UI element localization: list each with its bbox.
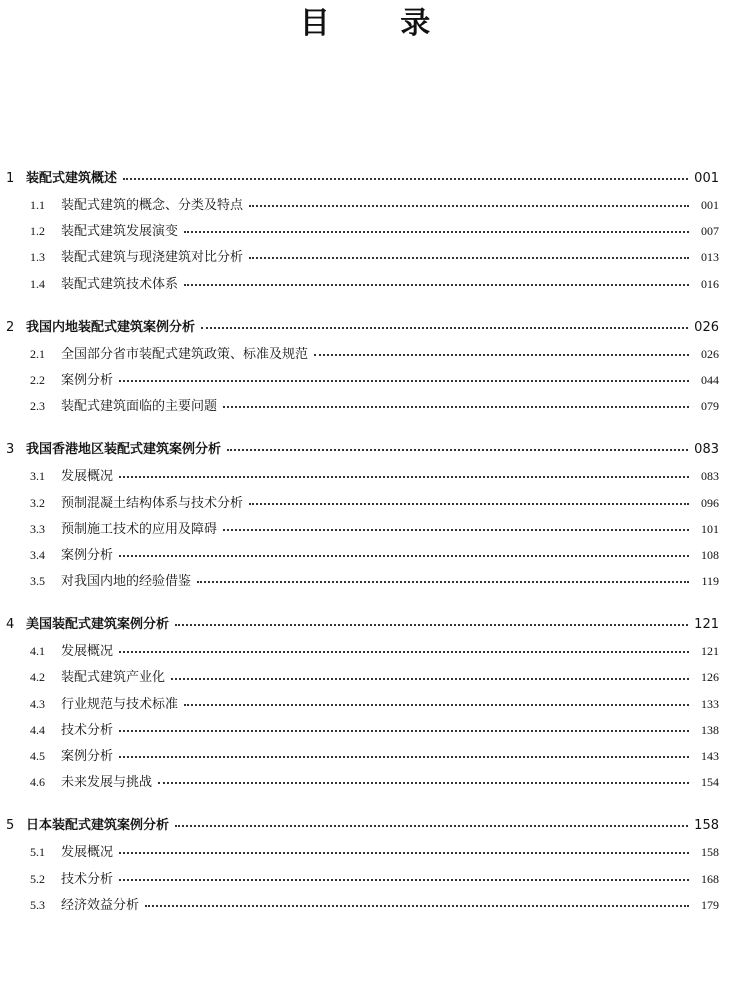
section-number: 3.2 bbox=[30, 495, 45, 510]
section-number: 4.6 bbox=[30, 775, 45, 790]
chapter-page-number: 001 bbox=[694, 171, 719, 186]
section-entry[interactable] bbox=[0, 691, 730, 717]
chapter-number: 1 bbox=[6, 171, 15, 186]
section-page-number: 096 bbox=[701, 495, 719, 510]
chapter-block bbox=[0, 437, 730, 594]
dot-leader bbox=[171, 668, 689, 681]
section-page-number: 158 bbox=[701, 845, 719, 860]
dot-leader bbox=[123, 169, 688, 182]
section-entry[interactable] bbox=[0, 717, 730, 743]
chapter-page-number: 083 bbox=[694, 442, 719, 458]
chapter-title: 装配式建筑概述 bbox=[26, 171, 118, 186]
chapter-entry[interactable] bbox=[0, 813, 730, 839]
section-entry[interactable] bbox=[0, 490, 730, 516]
dot-leader bbox=[249, 248, 689, 261]
chapter-block bbox=[0, 612, 730, 795]
section-number: 2.3 bbox=[30, 399, 45, 414]
section-number: 3.3 bbox=[30, 521, 45, 536]
section-page-number: 016 bbox=[701, 276, 719, 291]
section-page-number: 083 bbox=[701, 469, 719, 484]
section-title: 装配式建筑产业化 bbox=[61, 670, 166, 686]
chapter-page-number: 026 bbox=[694, 319, 719, 335]
dot-leader bbox=[119, 467, 689, 480]
dot-leader bbox=[119, 642, 689, 655]
section-title: 案例分析 bbox=[61, 749, 114, 764]
section-entry[interactable] bbox=[0, 218, 730, 244]
section-title: 装配式建筑面临的主要问题 bbox=[61, 399, 218, 415]
dot-leader bbox=[158, 773, 689, 786]
section-entry[interactable] bbox=[0, 192, 730, 218]
section-title: 预制混凝土结构体系与技术分析 bbox=[61, 495, 244, 511]
chapter-number: 2 bbox=[6, 319, 15, 335]
section-entry[interactable] bbox=[0, 271, 730, 297]
section-title: 装配式建筑技术体系 bbox=[61, 276, 179, 292]
section-page-number: 001 bbox=[701, 198, 719, 212]
dot-leader bbox=[184, 222, 689, 235]
section-title: 装配式建筑发展演变 bbox=[61, 224, 179, 240]
chapter-block bbox=[0, 166, 730, 297]
section-entry[interactable] bbox=[0, 839, 730, 865]
section-title: 案例分析 bbox=[61, 547, 114, 563]
section-title: 装配式建筑的概念、分类及特点 bbox=[61, 198, 244, 213]
section-entry[interactable] bbox=[0, 866, 730, 892]
section-title: 对我国内地的经验借鉴 bbox=[61, 574, 192, 590]
section-title: 行业规范与技术标准 bbox=[61, 696, 179, 712]
section-number: 3.4 bbox=[30, 547, 45, 562]
section-page-number: 044 bbox=[701, 372, 719, 387]
section-number: 3.5 bbox=[30, 574, 45, 589]
section-entry[interactable] bbox=[0, 463, 730, 489]
section-page-number: 013 bbox=[701, 250, 719, 265]
section-entry[interactable] bbox=[0, 664, 730, 690]
dot-leader bbox=[197, 572, 689, 585]
section-number: 1.4 bbox=[30, 276, 45, 291]
section-number: 4.2 bbox=[30, 670, 45, 685]
section-number: 3.1 bbox=[30, 469, 45, 484]
section-page-number: 154 bbox=[701, 775, 719, 790]
dot-leader bbox=[249, 196, 689, 209]
chapter-page-number: 158 bbox=[694, 818, 719, 834]
section-entry[interactable] bbox=[0, 638, 730, 664]
section-number: 1.1 bbox=[30, 198, 45, 212]
dot-leader bbox=[119, 721, 689, 734]
chapter-page-number: 121 bbox=[694, 617, 719, 633]
chapter-block bbox=[0, 315, 730, 420]
chapter-entry[interactable] bbox=[0, 437, 730, 463]
section-number: 1.3 bbox=[30, 250, 45, 265]
section-page-number: 121 bbox=[701, 644, 719, 659]
section-entry[interactable] bbox=[0, 516, 730, 542]
chapter-entry[interactable] bbox=[0, 315, 730, 341]
section-number: 4.1 bbox=[30, 644, 45, 659]
section-title: 发展概况 bbox=[61, 845, 114, 861]
dot-leader bbox=[119, 747, 689, 760]
section-title: 案例分析 bbox=[61, 372, 114, 388]
dot-leader bbox=[223, 397, 689, 410]
section-entry[interactable] bbox=[0, 568, 730, 594]
section-number: 2.1 bbox=[30, 346, 45, 361]
section-number: 4.3 bbox=[30, 696, 45, 711]
section-page-number: 119 bbox=[701, 574, 719, 589]
section-title: 技术分析 bbox=[61, 722, 114, 738]
dot-leader bbox=[175, 816, 688, 829]
dot-leader bbox=[119, 371, 689, 384]
section-page-number: 079 bbox=[701, 399, 719, 414]
dot-leader bbox=[184, 275, 689, 288]
chapter-title: 我国内地装配式建筑案例分析 bbox=[26, 319, 196, 335]
section-page-number: 179 bbox=[701, 897, 719, 912]
section-number: 1.2 bbox=[30, 224, 45, 239]
chapter-number: 5 bbox=[6, 818, 15, 834]
chapter-entry[interactable] bbox=[0, 612, 730, 638]
section-entry[interactable] bbox=[0, 542, 730, 568]
section-page-number: 138 bbox=[701, 722, 719, 737]
dot-leader bbox=[184, 695, 689, 708]
section-number: 5.1 bbox=[30, 845, 45, 860]
dot-leader bbox=[145, 896, 689, 909]
section-number: 2.2 bbox=[30, 372, 45, 387]
section-number: 4.5 bbox=[30, 749, 45, 763]
section-page-number: 007 bbox=[701, 224, 719, 239]
section-title: 装配式建筑与现浇建筑对比分析 bbox=[61, 250, 244, 266]
chapter-entry[interactable] bbox=[0, 166, 730, 192]
section-title: 未来发展与挑战 bbox=[61, 775, 153, 791]
section-page-number: 133 bbox=[701, 696, 719, 711]
dot-leader bbox=[175, 615, 688, 628]
section-entry[interactable] bbox=[0, 393, 730, 419]
dot-leader bbox=[227, 440, 688, 453]
section-title: 发展概况 bbox=[61, 469, 114, 485]
table-of-contents bbox=[0, 166, 730, 936]
section-title: 技术分析 bbox=[61, 871, 114, 887]
chapter-number: 3 bbox=[6, 442, 15, 458]
dot-leader bbox=[201, 318, 688, 331]
section-title: 预制施工技术的应用及障碍 bbox=[61, 521, 218, 537]
section-page-number: 026 bbox=[701, 346, 719, 361]
section-title: 经济效益分析 bbox=[61, 897, 140, 913]
dot-leader bbox=[119, 870, 689, 883]
chapter-block bbox=[0, 813, 730, 918]
chapter-title: 日本装配式建筑案例分析 bbox=[26, 818, 170, 834]
section-page-number: 126 bbox=[701, 670, 719, 685]
page-title: 目 录 bbox=[299, 6, 461, 41]
section-title: 全国部分省市装配式建筑政策、标准及规范 bbox=[61, 346, 309, 362]
section-entry[interactable] bbox=[0, 743, 730, 769]
section-number: 5.3 bbox=[30, 897, 45, 912]
dot-leader bbox=[223, 520, 689, 533]
chapter-number: 4 bbox=[6, 617, 15, 633]
dot-leader bbox=[119, 843, 689, 856]
section-entry[interactable] bbox=[0, 892, 730, 918]
section-page-number: 101 bbox=[701, 521, 719, 536]
chapter-title: 美国装配式建筑案例分析 bbox=[26, 617, 170, 633]
section-entry[interactable] bbox=[0, 244, 730, 270]
section-entry[interactable] bbox=[0, 341, 730, 367]
section-title: 发展概况 bbox=[61, 644, 114, 660]
chapter-title: 我国香港地区装配式建筑案例分析 bbox=[26, 442, 222, 458]
section-page-number: 108 bbox=[701, 547, 719, 562]
dot-leader bbox=[314, 345, 689, 358]
dot-leader bbox=[249, 494, 689, 507]
section-entry[interactable] bbox=[0, 367, 730, 393]
section-number: 4.4 bbox=[30, 722, 45, 737]
section-page-number: 143 bbox=[701, 749, 719, 763]
dot-leader bbox=[119, 546, 689, 559]
section-page-number: 168 bbox=[701, 871, 719, 886]
section-entry[interactable] bbox=[0, 769, 730, 795]
section-number: 5.2 bbox=[30, 871, 45, 886]
